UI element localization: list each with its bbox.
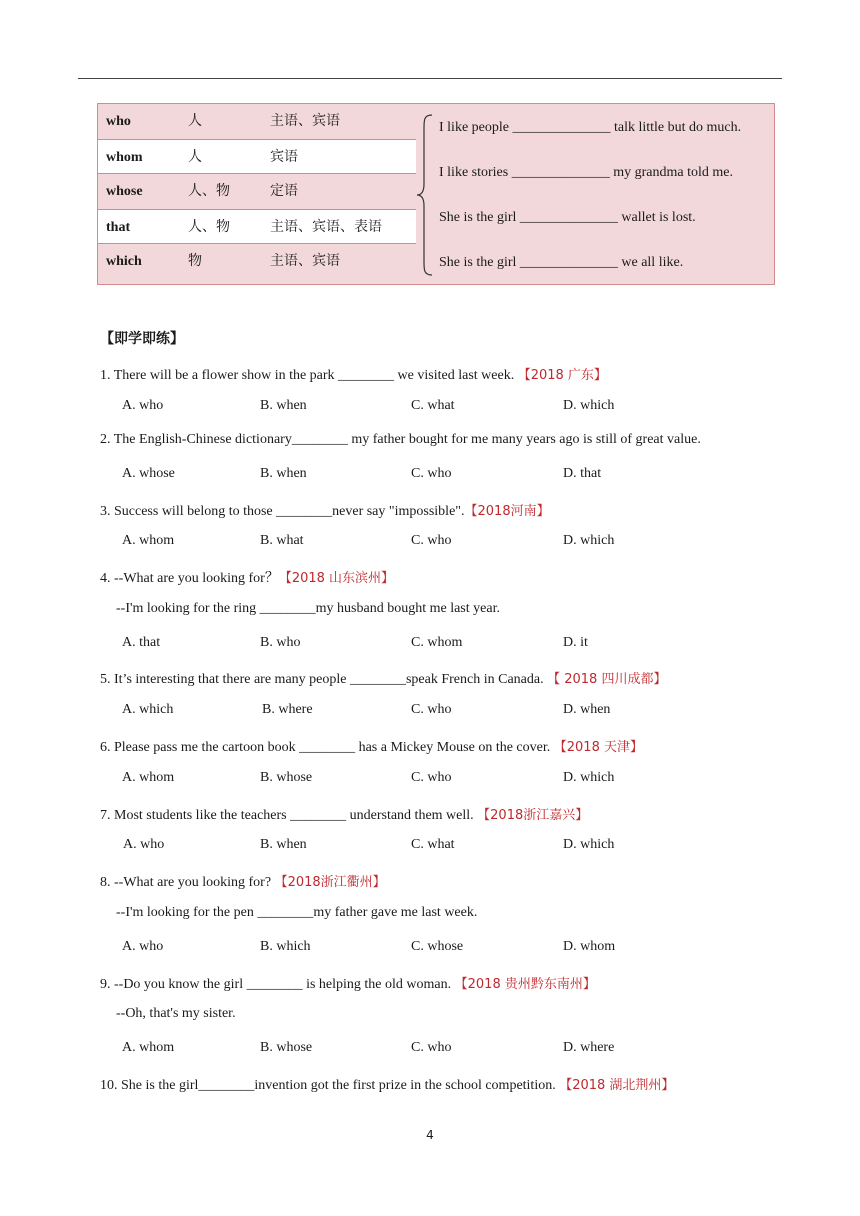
question-1 [100,364,607,384]
option-b: B. who [260,635,301,650]
option-a: A. which [122,702,174,717]
question-source: 【2018浙江衢州】 [274,875,386,890]
question-text: 5. It’s interesting that there are many people ________speak French in Canada. [100,672,548,687]
option-c: C. who [411,533,452,548]
option-b: B. where [262,702,313,717]
option-a: A. who [122,939,164,954]
option-d: D. which [563,770,615,785]
question-text: 3. Success will belong to those ________never say "impossible". [100,504,465,519]
option-c: C. whose [411,939,464,954]
question-10 [100,1074,674,1094]
question-source: 【2018 广东】 [517,368,607,383]
table-row [98,209,416,244]
question-source: 【 2018 四川成都】 [547,672,667,687]
option-a: A. whose [122,466,175,481]
question-source: 【2018 山东滨州】 [278,571,395,586]
option-b: B. when [260,837,307,852]
pronoun-function: 主语、宾语、表语 [270,220,382,235]
pronoun-function: 主语、宾语 [270,254,340,269]
option-d: D. when [563,702,611,717]
question-source: 【2018 湖北荆州】 [559,1078,675,1093]
question-source: 【2018浙江嘉兴】 [477,808,589,823]
option-a: A. who [123,837,165,852]
question-text: 2. The English-Chinese dictionary________ my father bought for me many years ago is still of great value. [100,432,701,447]
option-d: D. which [563,533,615,548]
option-b: B. whose [260,770,313,785]
pronoun-word: whose [106,184,143,199]
question-text: 9. --Do you know the girl ________ is helping the old woman. [100,977,455,992]
curly-brace-icon [416,114,436,276]
option-d: D. it [563,635,588,650]
option-c: C. who [411,770,452,785]
question-5 [100,668,666,688]
pronoun-function: 主语、宾语 [270,114,340,129]
example-sentence: She is the girl ______________ wallet is lost. [439,210,696,225]
question-8-answer-line: --I'm looking for the pen ________my father gave me last week. [116,905,478,920]
option-d: D. which [563,837,615,852]
question-9 [100,973,596,993]
option-d: D. that [563,466,602,481]
question-text: 6. Please pass me the cartoon book ________ has a Mickey Mouse on the cover. [100,740,554,755]
pronoun-word: which [106,254,142,269]
example-sentence: I like stories ______________ my grandma told me. [439,165,733,180]
table-row [98,174,416,209]
question-2 [100,432,701,448]
pronoun-referent: 人、物 [188,184,230,199]
question-text: 8. --What are you looking for? [100,875,275,890]
option-d: D. where [563,1040,615,1055]
option-a: A. whom [122,770,175,785]
question-text: 1. There will be a flower show in the park ________ we visited last week. [100,368,518,383]
option-b: B. whose [260,1040,313,1055]
question-4 [100,567,394,587]
option-a: A. whom [122,1040,175,1055]
question-text: 7. Most students like the teachers ________ understand them well. [100,808,478,823]
pronoun-function: 宾语 [270,150,298,165]
header-rule [78,78,782,79]
example-sentence: She is the girl ______________ we all like. [439,255,684,270]
question-4-answer-line: --I'm looking for the ring ________my husband bought me last year. [116,601,500,616]
option-b: B. when [260,398,307,413]
table-row [98,104,416,139]
option-d: D. which [563,398,615,413]
pronoun-function: 定语 [270,184,298,199]
table-row [98,139,416,174]
pronoun-word: who [106,114,131,129]
pronoun-referent: 人 [188,114,202,129]
question-6 [100,736,643,756]
option-a: A. whom [122,533,175,548]
pronoun-word: whom [106,150,143,165]
option-b: B. when [260,466,307,481]
option-b: B. what [260,533,304,548]
pronoun-word: that [106,220,131,235]
option-a: A. that [122,635,161,650]
option-c: C. who [411,1040,452,1055]
relative-pronoun-table [97,103,775,285]
option-c: C. who [411,466,452,481]
option-c: C. what [411,837,455,852]
pronoun-rows [98,104,416,279]
option-c: C. what [411,398,455,413]
question-7 [100,804,588,824]
page-number: 4 [426,1128,434,1142]
question-9-answer-line: --Oh, that's my sister. [116,1006,236,1021]
question-text: 10. She is the girl________invention got the first prize in the school competition. [100,1078,560,1093]
question-source: 【2018 天津】 [553,740,643,755]
question-3 [100,500,550,520]
section-title: 【即学即练】 [100,331,184,347]
question-text: 4. --What are you looking for？ [100,571,279,586]
question-8 [100,871,386,891]
option-d: D. whom [563,939,616,954]
pronoun-referent: 人 [188,150,202,165]
pronoun-referent: 人、物 [188,220,230,235]
pronoun-referent: 物 [188,254,202,269]
option-a: A. who [122,398,164,413]
table-row [98,244,416,279]
option-c: C. who [411,702,452,717]
question-source: 【2018 贵州黔东南州】 [454,977,596,992]
example-sentence: I like people ______________ talk little but do much. [439,120,742,135]
question-source: 【2018河南】 [464,504,550,519]
option-c: C. whom [411,635,463,650]
example-sentences [439,104,775,284]
option-b: B. which [260,939,311,954]
